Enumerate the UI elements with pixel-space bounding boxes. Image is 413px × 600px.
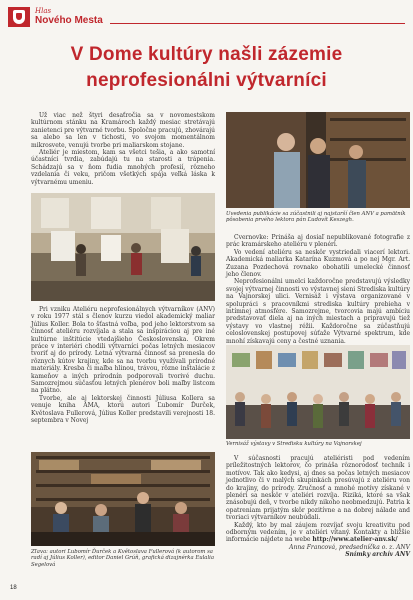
photo-studio-painters <box>31 193 215 301</box>
paragraph: Vo vedení ateliéru sa neskôr vystriedali viacerí lektori. Akademická maliarka Katarína Kuzmová a po nej Mgr. Art. Zuzana Pozdechová rovnako obohatili umelecké činnosť jeho členov. <box>226 248 410 279</box>
paragraph: Tvorbe, ale aj lektorskej činnosti Júliusa Kollera sa venuje kniha AMA, ktorú autori Ľubomír Ďurček, Květoslava Fullerová, Július Koller predstavili verejnosti 18. septembra v Novej <box>31 394 215 425</box>
paragraph <box>226 522 410 544</box>
right-column-lecturers <box>226 234 410 345</box>
caption-exhibition: Vernisáž výstavy v Stredisku kultúry na Vajnorskej <box>226 441 362 447</box>
page-number: 18 <box>10 585 17 591</box>
caption-book-launch: Zľava: autori Ľubomír Ďurček a Květoslava Fullerová (k autorom sa radí aj Július Koller), editor Daniel Grúň, grafická dizajnérka Eulalia Segelová <box>31 549 215 568</box>
paragraph: Neprofesionálni umelci každoročne predstavujú výsledky svojej výtvarnej činnosti vo výstavnej sieni Strediska kultúry na Vajnorskej ulici. Vernisáž i výstava organizované v spolupráci s pracovníkmi strediska kultúry prebieha v intímnej atmosfére. Samozrejme, tvorcovia majú ambíciu predstavovať diela aj na iných miestach a pripravujú tiež výstavy vo vlastnej réžii. Každoročne sa zúčastňujú celoslovenskej postupovej súťaže Výtvarné spektrum, kde mnohí získavajú ceny a čestné uznania. <box>226 278 410 345</box>
paragraph: V súčasnosti pracujú ateliéristi pod vedením príležitostných lektorov, čo prináša rôznorodosť techník i motívov. Tak ako kedysi, aj dnes sa počas letných mesiacov jednotlivo či v malých skupinkách presúvajú z ateliéru von do krajiny, do prírody. Zručnosť a mnohé motívy získané v plenéri sa neskôr v ateliéri rozvíja. Riziká, ktoré sa však znásobujú deň, v tvorbe nikdy nikoho neobmedzujú. Patria k opatreniam prijatým skôr pozitívne a na dobrej nálade and tvoriaci výtvarníkov neubúdali. <box>226 455 410 522</box>
photo-eldest-member <box>226 112 410 208</box>
atelier-website-link[interactable]: http://www.atelier-anv.sk/ <box>312 536 398 544</box>
caption-eldest-member: Uvedenia publikácie sa zúčastnili aj najstarší člen ANV a pamätník pôsobenia prvého lektora pán Ľudovít Keszegh. <box>226 211 406 224</box>
paragraph: Pri vzniku Ateliéru neprofesionálnych výtvarníkov (ANV) v roku 1977 stál s členov kurzu viedol akademický maliar Július Koller. Bola to šťastná voľba, pod jeho lektorstvom sa činnosť ateliéru rozvíjala a stala sa inšpiráciou aj pre iné kultúrne inštitúcie vtedajšieho Československa. Okrem práce v interiéri chodili výtvarníci počas letných mesiacov tvoriť aj do prírody. Letná výtvarná činnosť sa prenesla do rôznych kútov krajiny, kde sa na tvorbu využívali prírodné materiály. Kresba či maľba hlinou, trávou, rôzne inštalácie z kameňov a iných prírodnín podporovali tvorivé duchu. Samozrejmou súčasťou letných plenérov boli maľby listcom na plátno. <box>31 306 215 395</box>
magazine-title-prefix: Hlas <box>35 7 52 15</box>
article-title-line-2: neprofesionálni výtvarníci <box>86 70 327 91</box>
left-column-intro <box>31 112 215 186</box>
paragraph: Cvernovke: Prináša aj dosiaľ nepublikované fotografie z prác kramárskeho ateliéru v plenéri. <box>226 234 410 249</box>
eldest-member-photo-image <box>226 112 410 208</box>
article-author: Anna Francová, predsedníčka o. z. ANV <box>289 543 410 551</box>
photo-credit: Snímky archív ANV <box>345 551 410 559</box>
paragraph: Už viac než štyri desaťročia sa v novomestskom kultúrnom stánku na Kramároch každý mesiac stretávajú zanietenci pre výtvarné tvorbu. Spoločne pracujú, zhovárajú sa alebo sa len v tichosti, vo svojom momentálnom mikrosvete, venujú tvorbe pri maliarskom stojane. <box>31 112 216 149</box>
article-title-line-1: V Dome kultúry našli zázemie <box>70 44 343 65</box>
studio-photo-image <box>31 193 215 301</box>
book-launch-photo-image <box>31 452 215 546</box>
paragraph: Ateliér je miestom, kam sa všetci tešia, a ako samotní účastníci tvrdia, zabúdajú tu na starosti a trápenia. Schádzajú sa v ňom fudia mnohých profesií, rôzneho vzdelania či veku, pričom všetkých spája veľká láska k výtvarnému umeniu. <box>31 149 215 186</box>
photo-exhibition <box>226 345 410 439</box>
page-header <box>0 7 413 27</box>
magazine-title: Nového Mesta <box>35 15 103 26</box>
right-column-present <box>226 455 410 559</box>
exhibition-photo-image <box>226 345 410 439</box>
left-column-history <box>31 306 215 425</box>
city-crest-logo <box>8 7 30 27</box>
photo-book-launch <box>31 452 215 546</box>
header-divider <box>110 23 405 24</box>
contact-text: Každý, kto by mal záujem rozvíjať svoju kreativitu pod odborným vedením, je v ateliéri vítaný. Kontakty a bližšie informácie nájdete na webe <box>226 521 410 544</box>
